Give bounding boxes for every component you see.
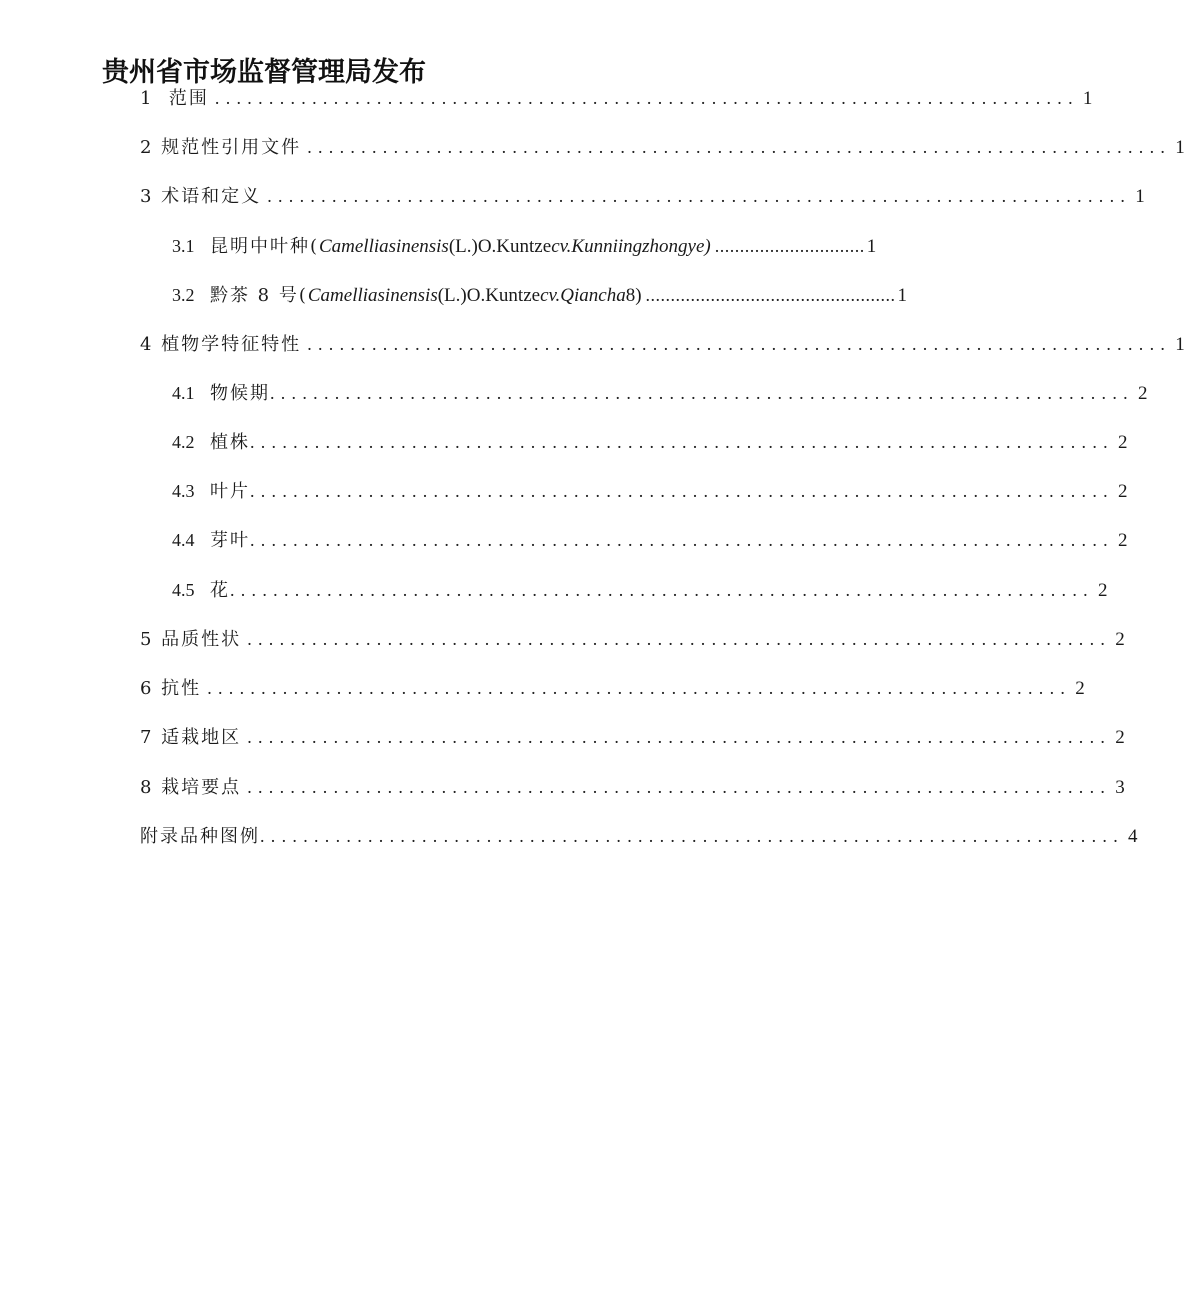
toc-leader-dots: ................................................................................ [249,481,1114,501]
toc-entry-label: 1 范围 [140,88,209,109]
toc-leader-dots: ................................................................................ [207,678,1072,698]
toc-entry-label: 3.2 黔茶 8 号(Camelliasinensis(L.)O.Kuntzecv.Qiancha8) [172,285,642,306]
toc-page-number: 2 [1117,481,1128,502]
toc-entry-normative-references[interactable] [140,132,1185,162]
toc-entry-kunming-variety[interactable] [172,231,877,261]
toc-leader-dots: ................................................................................ [267,186,1132,206]
toc-page-number: 1 [897,285,908,306]
toc-leader-dots: ................................................................................ [247,727,1112,747]
toc-entry-label: 5 品质性状 [140,629,242,650]
toc-page-number: 1 [866,236,877,257]
toc-page-number: 4 [1128,826,1138,847]
toc-page-number: 2 [1115,727,1125,748]
toc-entry-plant[interactable] [172,427,1128,457]
toc-entry-botanical-characteristics[interactable] [140,329,1185,359]
toc-entry-label: 7 适栽地区 [140,727,242,748]
toc-entry-label: 6 抗性 [140,678,202,699]
toc-page-number: 2 [1137,383,1148,404]
toc-leader-dots: ................................................................................ [247,777,1112,797]
toc-page-number: 2 [1117,530,1128,551]
toc-entry-label: 4.3 叶片 [172,481,250,502]
publisher-title: 贵州省市场监督管理局发布 [102,57,426,88]
toc-entry-label: 4 植物学特征特性 [140,334,302,355]
toc-leader-dots: .................................................. [645,285,896,305]
toc-leader-dots: .............................. [714,236,865,256]
toc-entry-label: 8 栽培要点 [140,777,242,798]
toc-page-number: 2 [1117,432,1128,453]
toc-entry-label: 4.4 芽叶 [172,530,250,551]
toc-entry-phenology[interactable] [172,378,1148,408]
toc-leader-dots: ................................................................................ [260,826,1124,846]
toc-leader-dots: ................................................................................ [229,580,1094,600]
toc-entry-leaf[interactable] [172,476,1128,506]
toc-entry-cultivation-points[interactable] [140,772,1125,802]
toc-entry-suitable-regions[interactable] [140,722,1125,752]
toc-leader-dots: ................................................................................ [269,383,1134,403]
toc-leader-dots: ................................................................................ [249,530,1114,550]
toc-entry-label: 4.2 植株 [172,432,250,453]
toc-page-number: 1 [1082,88,1093,109]
toc-page-number: 2 [1097,580,1108,601]
toc-page-number: 1 [1175,137,1185,158]
toc-entry-appendix-illustrations[interactable] [140,821,1138,851]
toc-page-number: 2 [1075,678,1085,699]
toc-leader-dots: ................................................................................ [307,334,1172,354]
toc-leader-dots: ................................................................................ [307,137,1172,157]
toc-page-number: 1 [1175,334,1185,355]
toc-leader-dots: ................................................................................ [249,432,1114,452]
toc-leader-dots: ................................................................................ [247,629,1112,649]
toc-entry-flower[interactable] [172,575,1108,605]
toc-entry-bud-leaf[interactable] [172,525,1128,555]
toc-entry-label: 4.5 花 [172,580,230,601]
toc-entry-label: 3.1 昆明中叶种(Camelliasinensis(L.)O.Kuntzecv.Kunniingzhongye) [172,236,711,257]
toc-page-number: 3 [1115,777,1125,798]
toc-entry-quality-traits[interactable] [140,624,1125,654]
toc-entry-label: 2 规范性引用文件 [140,137,302,158]
toc-entry-label: 4.1 物候期 [172,383,270,404]
toc-entry-terms-definitions[interactable] [140,181,1145,211]
toc-entry-qiancha-variety[interactable] [172,280,908,310]
toc-entry-scope[interactable] [140,83,1093,113]
toc-page-number: 1 [1135,186,1145,207]
toc-entry-resistance[interactable] [140,673,1085,703]
toc-page-number: 2 [1115,629,1125,650]
toc-leader-dots: ................................................................................ [214,88,1079,108]
toc-entry-label: 附录品种图例 [140,826,260,847]
toc-entry-label: 3 术语和定义 [140,186,262,207]
